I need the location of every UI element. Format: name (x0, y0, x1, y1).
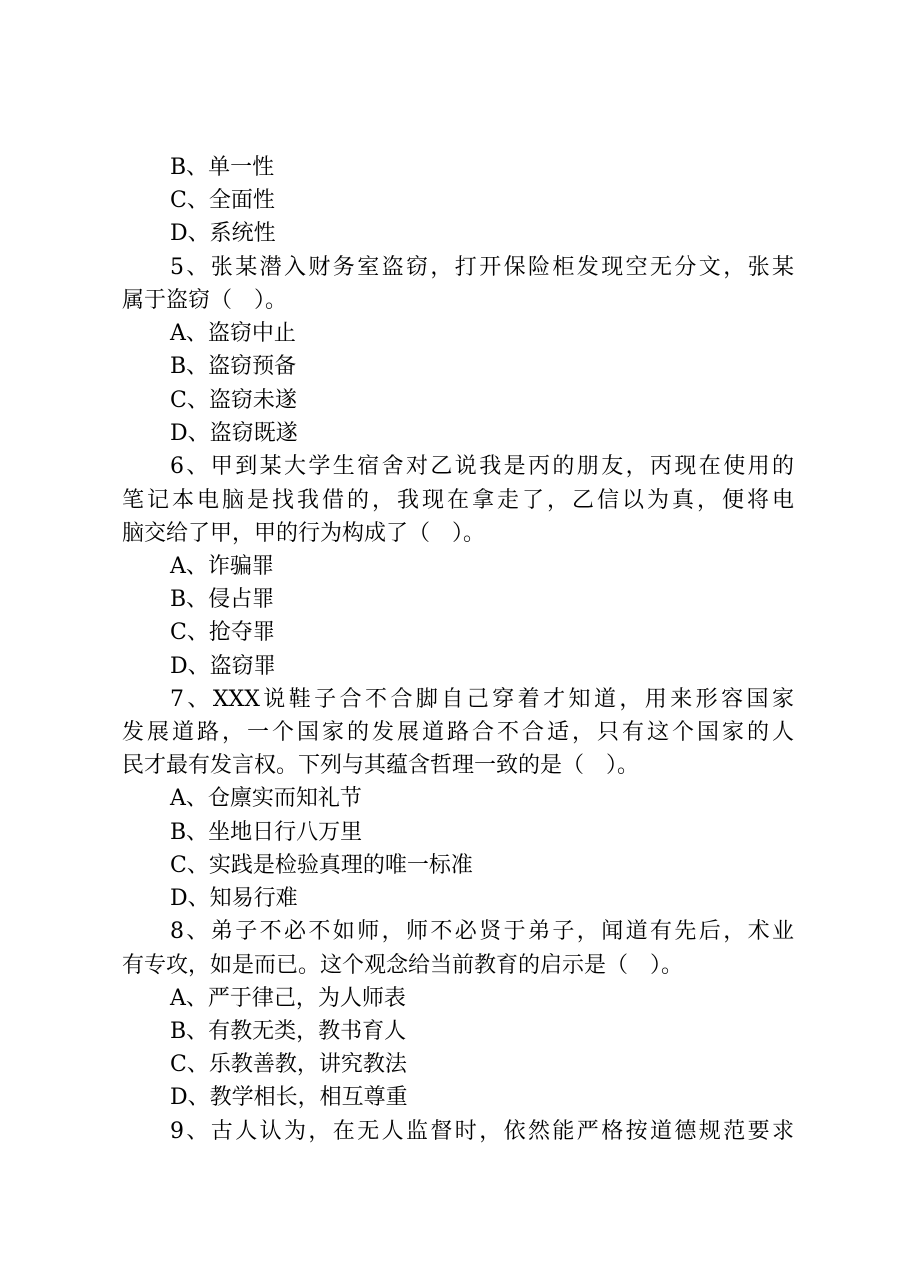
option-b-single: B、单一性 (170, 155, 275, 180)
question-7-option-c: C、实践是检验真理的唯一标准 (170, 853, 473, 878)
question-6-option-b: B、侵占罪 (170, 587, 275, 612)
question-6-option-d: D、盗窃罪 (170, 654, 276, 679)
question-8-option-c: C、乐教善教，讲究教法 (170, 1052, 407, 1077)
question-5-line-1: 5、张某潜入财务室盗窃，打开保险柜发现空无分文，张某 (170, 255, 794, 280)
question-6-option-c: C、抢夺罪 (170, 620, 275, 645)
question-7-option-a: A、仓廪实而知礼节 (170, 786, 362, 811)
question-5-line-2: 属于盗窃（ ）。 (122, 288, 288, 313)
question-5-option-b: B、盗窃预备 (170, 354, 297, 379)
question-8-line-1: 8、弟子不必不如师，师不必贤于弟子，闻道有先后，术业 (170, 919, 794, 944)
question-8-option-d: D、教学相长，相互尊重 (170, 1085, 408, 1110)
question-5-option-d: D、盗窃既遂 (170, 421, 298, 446)
question-7-line-3: 民才最有发言权。下列与其蕴含哲理一致的是（ ）。 (122, 753, 640, 778)
question-7-line-2: 发展道路，一个国家的发展道路合不合适，只有这个国家的人 (122, 720, 794, 745)
question-5-option-a: A、盗窃中止 (170, 321, 296, 346)
question-6-option-a: A、诈骗罪 (170, 554, 274, 579)
question-7-option-d: D、知易行难 (170, 886, 298, 911)
question-7-line-1: 7、XXX说鞋子合不合脚自己穿着才知道，用来形容国家 (170, 687, 794, 712)
question-7-option-b: B、坐地日行八万里 (170, 820, 363, 845)
question-5-option-c: C、盗窃未遂 (170, 388, 297, 413)
question-6-line-1: 6、甲到某大学生宿舍对乙说我是丙的朋友，丙现在使用的 (170, 454, 794, 479)
option-d-systematic: D、系统性 (170, 221, 276, 246)
question-8-line-2: 有专攻，如是而已。这个观念给当前教育的启示是（ ）。 (122, 953, 684, 978)
question-8-option-a: A、严于律己，为人师表 (170, 986, 406, 1011)
question-6-line-3: 脑交给了甲，甲的行为构成了（ ）。 (122, 521, 486, 546)
question-6-line-2: 笔记本电脑是找我借的，我现在拿走了，乙信以为真，便将电 (122, 488, 794, 513)
option-c-comprehensive: C、全面性 (170, 188, 275, 213)
question-8-option-b: B、有教无类，教书育人 (170, 1019, 407, 1044)
question-9-line-1: 9、古人认为，在无人监督时，依然能严格按道德规范要求 (170, 1119, 794, 1144)
